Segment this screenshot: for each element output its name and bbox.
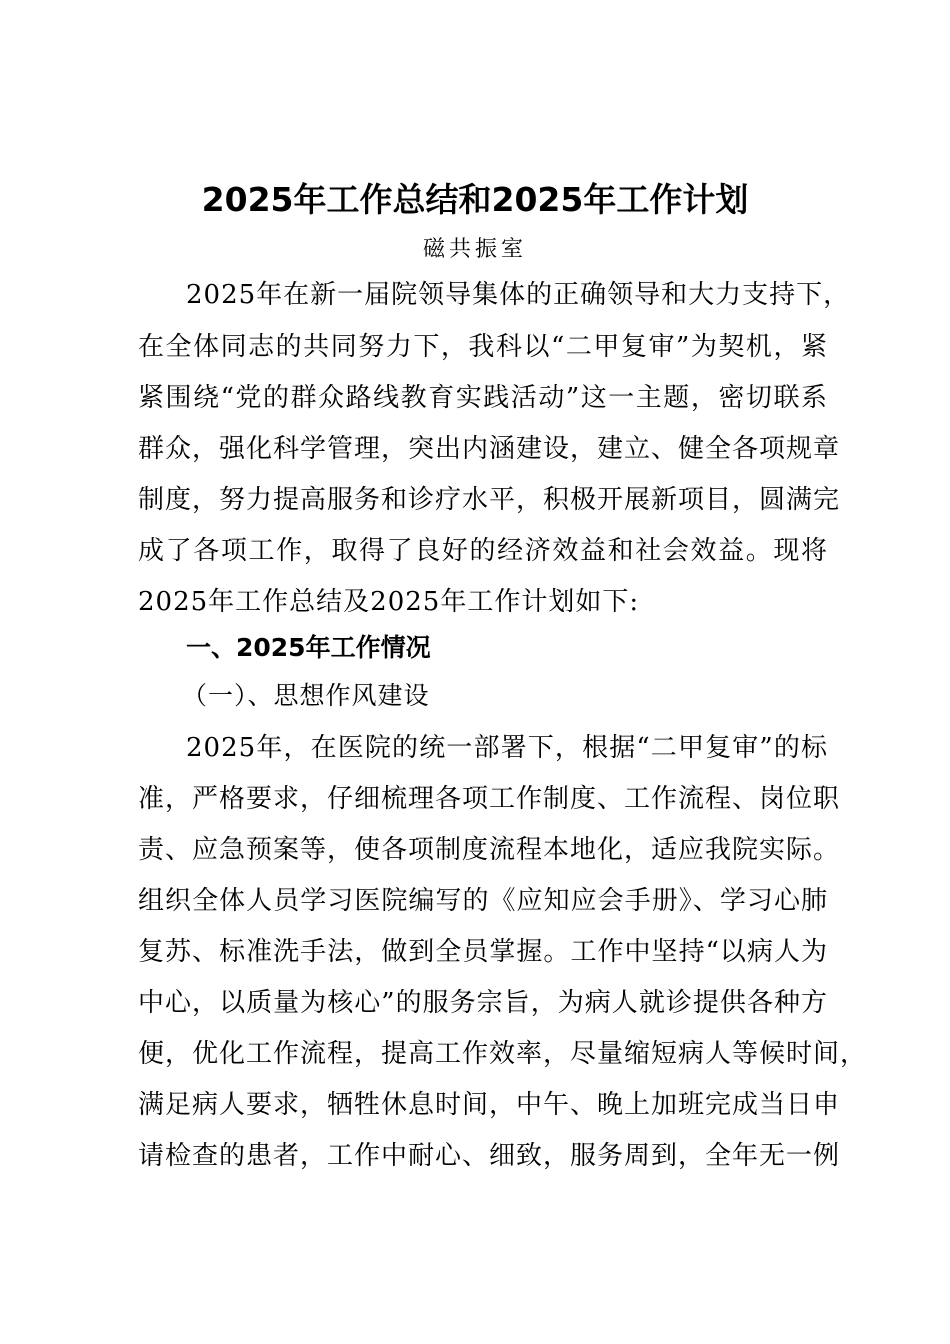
intro-line: 2025年在新一届院领导集体的正确领导和大力支持下，	[186, 280, 851, 310]
body-line: 复苏、标准洗手法，做到全员掌握。工作中坚持“以病人为	[138, 937, 828, 967]
department-name: 磁共振室	[422, 237, 527, 262]
body-line: 组织全体人员学习医院编写的《应知应会手册》、学习心肺	[138, 886, 828, 916]
body-line: 便，优化工作流程，提高工作效率，尽量缩短病人等候时间，	[138, 1039, 868, 1069]
intro-line: 在全体同志的共同努力下，我科以“二甲复审”为契机，紧	[138, 332, 828, 362]
body-line: 请检查的患者，工作中耐心、细致，服务周到，全年无一例	[138, 1141, 841, 1171]
body-line: 准，严格要求，仔细梳理各项工作制度、工作流程、岗位职	[138, 784, 841, 814]
subsection-heading: （一）、思想作风建设	[182, 681, 430, 710]
section-heading: 一、2025年工作情况	[186, 633, 431, 662]
body-line: 满足病人要求，牺牲休息时间，中午、晚上加班完成当日申	[138, 1090, 841, 1120]
intro-line: 群众，强化科学管理，突出内涵建设，建立、健全各项规章	[138, 434, 841, 464]
intro-line: 紧围绕“党的群众路线教育实践活动”这一主题，密切联系	[138, 383, 828, 413]
intro-line: 2025年工作总结及2025年工作计划如下:	[138, 587, 640, 617]
body-line: 责、应急预案等，使各项制度流程本地化，适应我院实际。	[138, 835, 841, 865]
intro-line: 制度，努力提高服务和诊疗水平，积极开展新项目，圆满完	[138, 485, 841, 515]
intro-line: 成了各项工作，取得了良好的经济效益和社会效益。现将	[138, 536, 828, 566]
body-line: 2025年，在医院的统一部署下，根据“二甲复审”的标	[186, 733, 828, 763]
body-line: 中心，以质量为核心”的服务宗旨，为病人就诊提供各种方	[138, 988, 828, 1018]
document-title: 2025年工作总结和2025年工作计划	[201, 180, 749, 219]
